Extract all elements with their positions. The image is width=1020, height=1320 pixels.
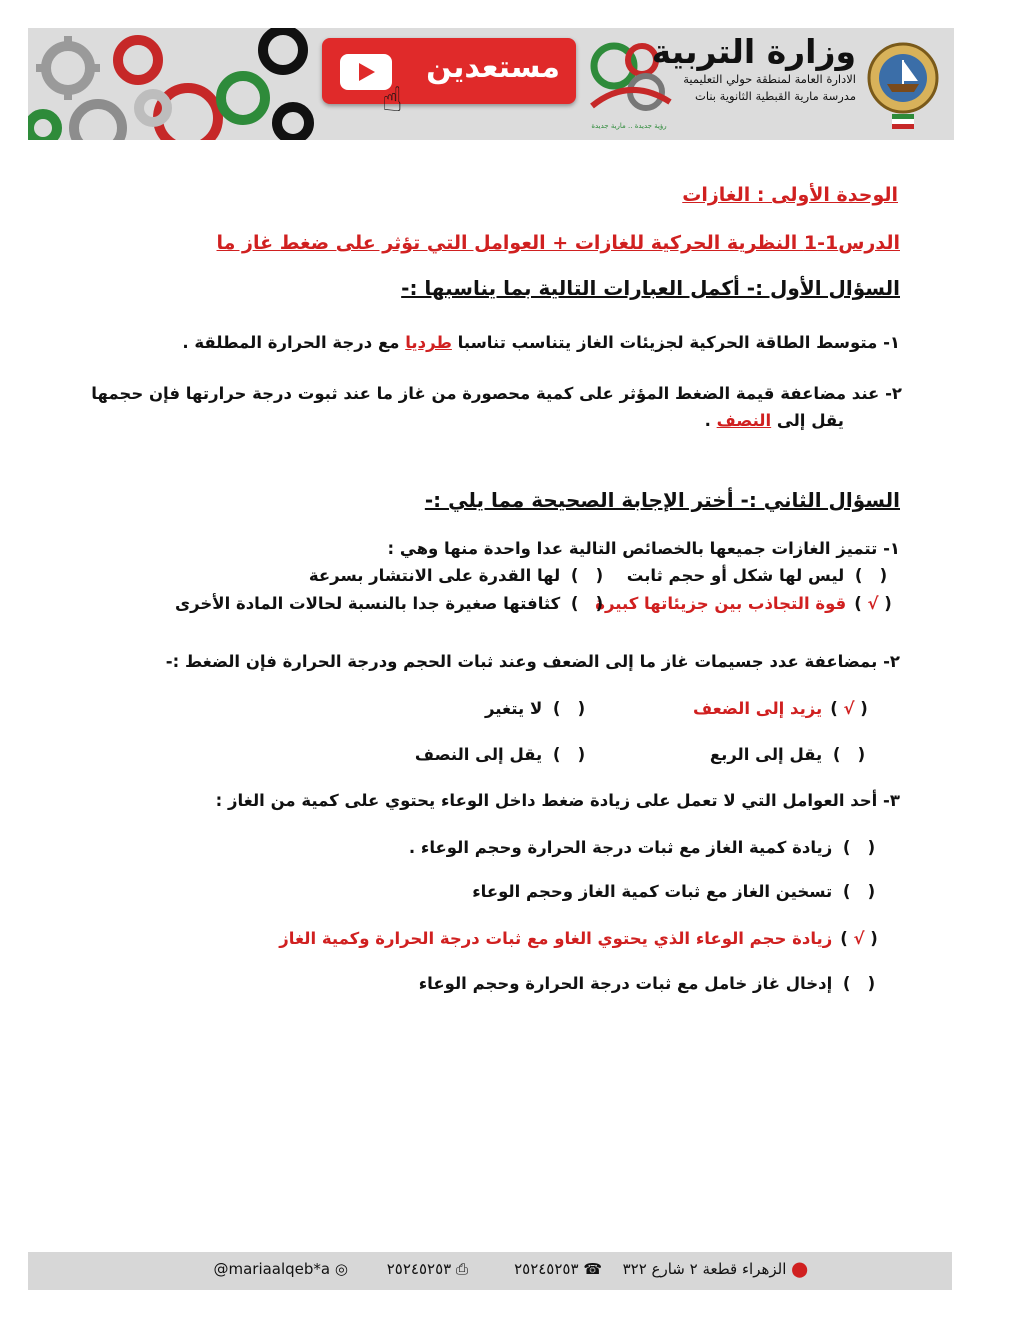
unit-title: الوحدة الأولى : الغازات	[682, 184, 898, 206]
q2-item1-stem: ١- تتميز الغازات جميعها بالخصائص التالية عدا واحدة منها وهي :	[387, 539, 900, 558]
ministry-title: وزارة التربية	[651, 32, 856, 71]
location-pin-icon: ⬤	[791, 1260, 808, 1278]
q1-item2-text-end: .	[704, 411, 711, 430]
kuwait-emblem-icon	[862, 32, 944, 132]
banner-text: مستعدين	[426, 50, 560, 85]
q2-item1-option-b	[309, 566, 608, 585]
option-text: يقل إلى النصف	[414, 745, 543, 764]
gears-decoration-icon	[28, 28, 318, 140]
answer-blank[interactable]: ( )	[842, 838, 876, 857]
option-text-correct: قوة التجاذب بين جزيئاتها كبيرة	[595, 594, 847, 613]
q2-item1-option-c	[595, 594, 894, 613]
phone-number: ٢٥٢٤٥٢٥٣	[514, 1260, 579, 1278]
answer-blank[interactable]: ( )	[842, 974, 876, 993]
footer-phone	[514, 1260, 602, 1278]
q1-item1-text: ١- متوسط الطاقة الحركية لجزيئات الغاز يتناسب تناسبا	[457, 333, 900, 352]
check-mark: √	[853, 929, 865, 948]
option-text: يقل إلى الربع	[709, 745, 823, 764]
answer-blank[interactable]: ( )	[854, 566, 888, 585]
fax-number: ٢٥٢٤٥٢٥٣	[386, 1260, 452, 1278]
check-mark: √	[867, 594, 879, 613]
youtube-banner[interactable]	[322, 38, 576, 120]
logo-caption: رؤية جديدة .. مارية جديدة	[591, 122, 667, 130]
phone-icon: ☎	[583, 1260, 602, 1278]
q1-item1	[182, 333, 900, 352]
answer-blank[interactable]: ( √ )	[854, 594, 892, 613]
footer-fax	[387, 1260, 468, 1278]
page-footer	[28, 1252, 952, 1290]
option-text: تسخين الغاز مع ثبات كمية الغاز وحجم الوعاء	[472, 882, 833, 901]
option-text: ليس لها شكل أو حجم ثابت	[626, 566, 845, 585]
printer-icon: ⎙	[455, 1260, 468, 1278]
ministry-block	[652, 32, 856, 105]
answer-blank[interactable]: ( √ )	[840, 929, 878, 948]
q2-item2-option-b	[485, 699, 590, 718]
q2-item2-stem: ٢- بمضاعفة عدد جسيمات غاز ما إلى الضعف وعند ثبات الحجم ودرجة الحرارة فإن الضغط :-	[165, 652, 900, 671]
q2-item3-option-c	[279, 929, 880, 948]
answer-blank[interactable]: ( )	[570, 594, 604, 613]
q2-item2-option-c	[710, 745, 870, 764]
q2-item3-stem: ٣- أحد العوامل التي لا تعمل على زيادة ضغط داخل الوعاء يحتوي على كمية من الغاز :	[215, 791, 900, 810]
q1-item1-answer: طرديا	[405, 333, 452, 352]
q2-item3-option-a	[409, 838, 880, 857]
option-text-correct: يزيد إلى الضعف	[692, 699, 823, 718]
option-text: إدخال غاز خامل مع ثبات درجة الحرارة وحجم الوعاء	[418, 974, 833, 993]
q2-item1-option-a	[627, 566, 892, 585]
option-text: كثافتها صغيرة جدا بالنسبة لحالات المادة الأخرى	[175, 594, 561, 613]
q2-item3-option-b	[472, 882, 880, 901]
q1-item2-text: يقل إلى	[776, 411, 844, 430]
q1-heading: السؤال الأول :- أكمل العبارات التالية بما يناسبها :-	[401, 276, 900, 300]
q2-heading: السؤال الثاني :- أختر الإجابة الصحيحة مما يلي :-	[424, 488, 900, 512]
answer-blank[interactable]: ( √ )	[830, 699, 868, 718]
q1-item1-text-end: مع درجة الحرارة المطلقة .	[182, 333, 400, 352]
answer-blank[interactable]: ( )	[552, 699, 586, 718]
footer-address	[623, 1260, 808, 1278]
answer-blank[interactable]: ( )	[552, 745, 586, 764]
footer-instagram[interactable]	[213, 1260, 348, 1278]
answer-blank[interactable]: ( )	[832, 745, 866, 764]
school-name: مدرسة مارية القبطية الثانوية بنات	[695, 89, 856, 103]
instagram-icon: ◎	[334, 1260, 348, 1278]
page-header	[28, 28, 954, 140]
option-text: لها القدرة على الانتشار بسرعة	[308, 566, 561, 585]
check-mark: √	[843, 699, 855, 718]
hand-cursor-icon: ☝	[382, 80, 403, 120]
address-text: الزهراء قطعة ٢ شارع ٣٢٢	[622, 1260, 787, 1278]
option-text: زيادة كمية الغاز مع ثبات درجة الحرارة وحجم الوعاء .	[408, 838, 833, 857]
answer-blank[interactable]: ( )	[842, 882, 876, 901]
q1-item2-line2	[705, 411, 844, 430]
q2-item2-option-d	[415, 745, 590, 764]
q2-item2-option-a	[693, 699, 870, 718]
option-text-correct: زيادة حجم الوعاء الذي يحتوي الغاو مع ثبات درجة الحرارة وكمية الغاز	[279, 929, 833, 948]
q2-item3-option-d	[419, 974, 880, 993]
q1-item2-answer: النصف	[716, 411, 772, 430]
directorate-name: الادارة العامة لمنطقة حولي التعليمية	[683, 72, 856, 86]
lesson-title: الدرس1-1 النظرية الحركية للغازات + العوامل التي تؤثر على ضغط غاز ما	[216, 232, 900, 254]
option-text: لا يتغير	[484, 699, 543, 718]
q2-item1-option-d	[175, 594, 608, 613]
instagram-handle: @mariaalqeb*a	[213, 1260, 331, 1278]
answer-blank[interactable]: ( )	[570, 566, 604, 585]
q1-item2-line1: ٢- عند مضاعفة قيمة الضغط المؤثر على كمية محصورة من غاز ما عند ثبوت درجة حرارتها فإن حجمها	[91, 384, 902, 403]
